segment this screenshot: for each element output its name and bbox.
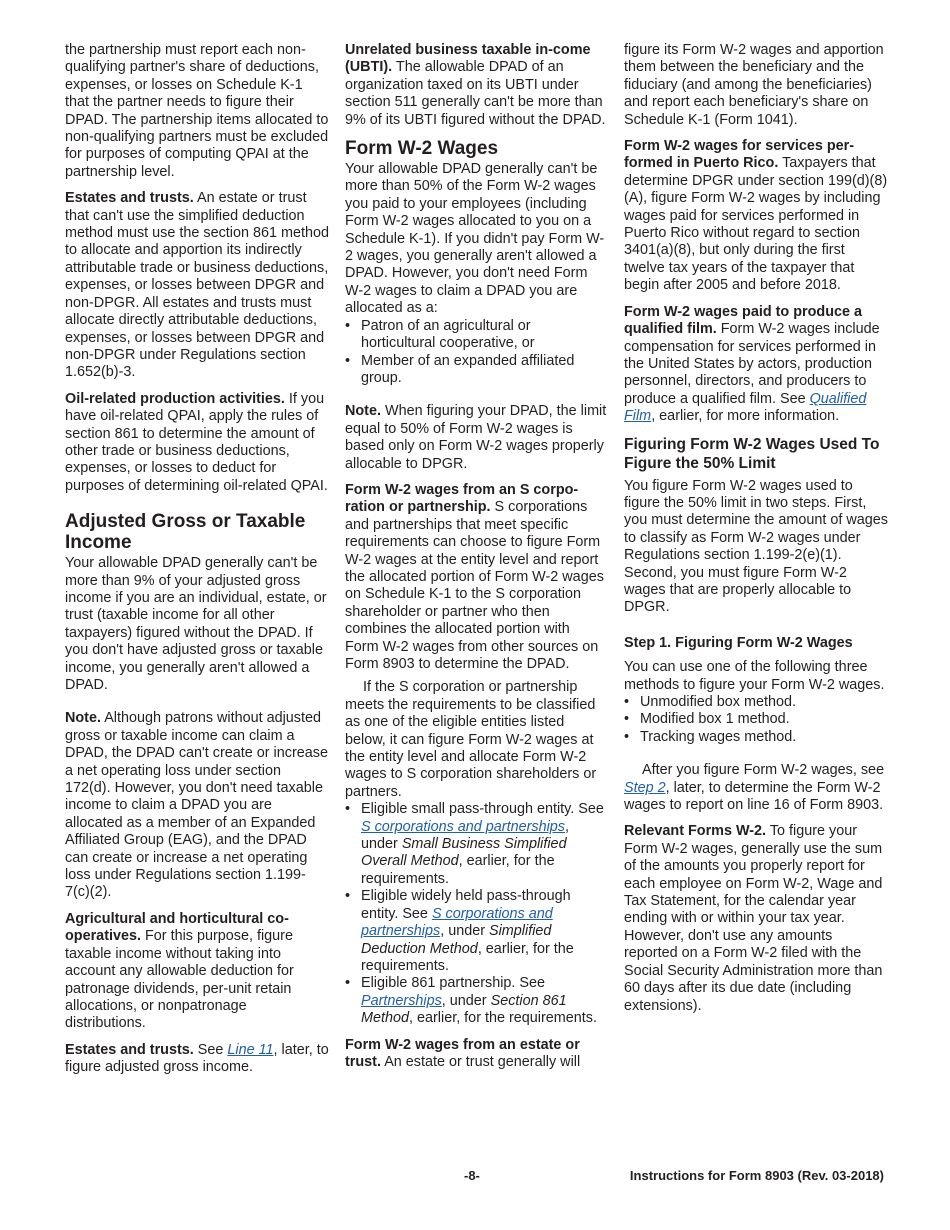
- paragraph: Estates and trusts. See Line 11, later, to figure adjusted gross income.: [65, 1041, 329, 1076]
- list-item: • Patron of an agricultural or horticultural cooperative, or: [345, 318, 607, 353]
- run-in-heading: Form W-2 wages from an S corpo-ration or partnership.: [345, 481, 579, 516]
- run-in-heading: Note.: [65, 710, 101, 727]
- run-in-heading: Oil-related production activities.: [65, 390, 285, 407]
- paragraph: If the S corporation or partnership meets the requirements to be classified as one of the eligible entities listed below, it can figure Form W-2 wages at the entity level and allocate Form W-2 wages to S corporation shareholders or partners.: [345, 679, 597, 800]
- methods-list: [624, 694, 889, 746]
- qualified-film-link[interactable]: Qualified Film: [624, 390, 867, 425]
- run-in-heading: Relevant Forms W-2.: [624, 823, 767, 840]
- list-item: • Eligible 861 partnership. See Partnerships, under Section 861 Method, earlier, for the requirements.: [345, 975, 607, 1027]
- column-2: [345, 42, 607, 1080]
- paragraph-text: Taxpayers that determine DPGR under section 199(d)(8)(A), figure Form W-2 wages by including wages paid for services performed in Puerto Rico without regard to section 3401(a)(8), but only during the first twelve tax years of the taxpayer that begin after 2005 and before 2018.: [624, 155, 888, 294]
- paragraph: Your allowable DPAD generally can't be more than 9% of your adjusted gross income if you are an individual, estate, or trust (taxable income for all other taxpayers) figured without the DPAD. If you don't have adjusted gross or taxable income, you generally aren't allowed a DPAD.: [65, 555, 327, 693]
- run-in-heading: Form W-2 wages for services per-formed in Puerto Rico.: [624, 138, 855, 172]
- paragraph: You figure Form W-2 wages used to figure the 50% limit in two steps. First, you must determine the amount of wages to classify as Form W-2 wages under Regulations section 1.199-2(e)(1). Second, you must figure Form W-2 wages that are properly allocable to DPGR.: [624, 477, 888, 616]
- paragraph-text: An estate or trust that can't use the simplified deduction method must use the section 861 method to allocate and apportion its indirectly attributable trade or business deductions, expenses, or losses between DPGR and non-DPGR. All estates and trusts must allocate directly attributable deductions, expenses, or losses between DPGR and non-DPGR under Regulations section 1.652(b)-3.: [65, 190, 329, 381]
- paragraph-text: S corporations and partnerships that meet specific requirements can choose to figure Form W-2 wages at the entity level and report the allocated portion of Form W-2 wages on Schedule K-1 to the S corporation shareholder or partner who then combines the allocated portion with Form W-2 wages from other sources on Form 8903 to determine the DPAD.: [345, 499, 604, 672]
- paragraph-text: The allowable DPAD of an organization taxed on its UBTI under section 511 generally can't be more than 9% of its UBTI figured without the DPAD.: [345, 59, 606, 128]
- subsection-heading: Figuring Form W-2 Wages Used To Figure the 50% Limit: [624, 435, 880, 472]
- run-in-heading: Note.: [345, 403, 381, 420]
- bullet-list: [345, 318, 607, 388]
- list-item: • Eligible small pass-through entity. See S corporations and partnerships, under Small Business Simplified Overall Method, earlier, for the requirements.: [345, 801, 607, 888]
- paragraph-text: An estate or trust generally will: [384, 1053, 581, 1070]
- paragraph: [624, 138, 889, 295]
- run-in-heading: Form W-2 wages paid to produce a qualified film.: [624, 303, 862, 338]
- list-item: • Eligible widely held pass-through entity. See S corporations and partnerships, under Simplified Deduction Method, earlier, for the requirements.: [345, 888, 607, 975]
- paragraph: [345, 1037, 607, 1072]
- paragraph: the partnership must report each non-qualifying partner's share of deductions, expenses, or losses on Schedule K-1 that the partner needs to figure their DPAD. The partnership items allocated to non-qualifying partners must be excluded for purposes of computing QPAI at the partnership level.: [65, 42, 329, 180]
- paragraph: [345, 42, 607, 129]
- paragraph-text: Although patrons without adjusted gross or taxable income can claim a DPAD, the DPAD can't create or increase a net operating loss under section 172(d). However, you don't need taxable income to claim a DPAD you are allocated as a member of an Expanded Affiliated Group (EAG), and the DPAD can create or increase a net operating loss under Regulations section 1.199-7(c)(2).: [65, 710, 328, 901]
- paragraph: After you figure Form W-2 wages, see Step 2, later, to determine the Form W-2 wages to report on line 16 of Form 8903.: [624, 762, 885, 814]
- page-number: -8-: [464, 1168, 480, 1183]
- eligible-entities-list: [345, 801, 607, 1027]
- paragraph-text: If you have oil-related QPAI, apply the rules of section 861 to determine the amount of other trade or business deductions, expenses, or losses to deduct for purposes of determining oil-related QPAI.: [65, 390, 328, 494]
- list-item: • Unmodified box method.: [624, 694, 889, 711]
- run-in-heading: Form W-2 wages from an estate or trust.: [345, 1036, 580, 1070]
- partnerships-link[interactable]: Partnerships: [361, 992, 442, 1009]
- step-heading: Step 1. Figuring Form W-2 Wages: [624, 634, 853, 651]
- column-3: [624, 42, 889, 1024]
- list-item: • Modified box 1 method.: [624, 711, 889, 728]
- s-corporations-link[interactable]: S corporations and partnerships: [361, 905, 553, 940]
- run-in-heading: Estates and trusts.: [65, 1041, 194, 1058]
- list-item: • Tracking wages method.: [624, 729, 889, 746]
- paragraph: [65, 391, 330, 495]
- run-in-heading: Estates and trusts.: [65, 190, 194, 207]
- section-heading: Adjusted Gross or Taxable Income: [65, 511, 306, 554]
- paragraph: [345, 403, 607, 473]
- section-heading: Form W-2 Wages: [345, 138, 499, 160]
- paragraph: Form W-2 wages paid to produce a qualified film. Form W-2 wages include compensation for services performed in the United States by actors, production personnel, directors, and producers to produce a qualified film. See Qualified Film, earlier, for more information.: [624, 303, 880, 425]
- step-2-link[interactable]: Step 2: [624, 779, 666, 796]
- line-11-link[interactable]: Line 11: [227, 1041, 274, 1058]
- paragraph: Your allowable DPAD generally can't be more than 50% of the Form W-2 wages you paid to your employees (including Form W-2 wages allocated to you on a Schedule K-1). If you didn't pay Form W-2 wages, you generally aren't allowed a DPAD. However, you don't need Form W-2 wages to claim a DPAD you are allocated as a:: [345, 161, 605, 317]
- paragraph-text: When figuring your DPAD, the limit equal to 50% of Form W-2 wages is based only on Form W-2 wages properly allocable to DPGR.: [345, 403, 607, 472]
- paragraph: figure its Form W-2 wages and apportion them between the beneficiary and the fiduciary (and among the beneficiaries) and report each beneficiary's share on Schedule K-1 (Form 1041).: [624, 42, 884, 128]
- list-item: • Member of an expanded affiliated group.: [345, 353, 607, 388]
- paragraph: [345, 482, 607, 673]
- run-in-heading: Unrelated business taxable in-come (UBTI).: [345, 42, 591, 76]
- paragraph: [65, 911, 330, 1033]
- paragraph-text: For this purpose, figure taxable income without taking into account any allowable deduction for patronage dividends, per-unit retain allocations, or nonpatronage distributions.: [65, 928, 294, 1032]
- document-title: Instructions for Form 8903 (Rev. 03-2018): [629, 1168, 884, 1183]
- paragraph-text: To figure your Form W-2 wages, generally use the sum of the amounts you properly report for each employee on Form W-2, Wage and Tax Statement, for the calendar year ending with or within your tax year. However, don't use any amounts reported on a Form W-2 filed with the Social Security Administration more than 60 days after its due date (including extensions).: [624, 823, 883, 1014]
- column-1: [65, 42, 330, 1086]
- paragraph: You can use one of the following three methods to figure your Form W-2 wages.: [624, 659, 885, 693]
- s-corporations-link[interactable]: S corporations and partnerships: [361, 818, 565, 835]
- paragraph: [65, 190, 330, 381]
- paragraph: [624, 823, 889, 1014]
- run-in-heading: Agricultural and horticultural co-operatives.: [65, 910, 289, 945]
- paragraph: [65, 710, 330, 901]
